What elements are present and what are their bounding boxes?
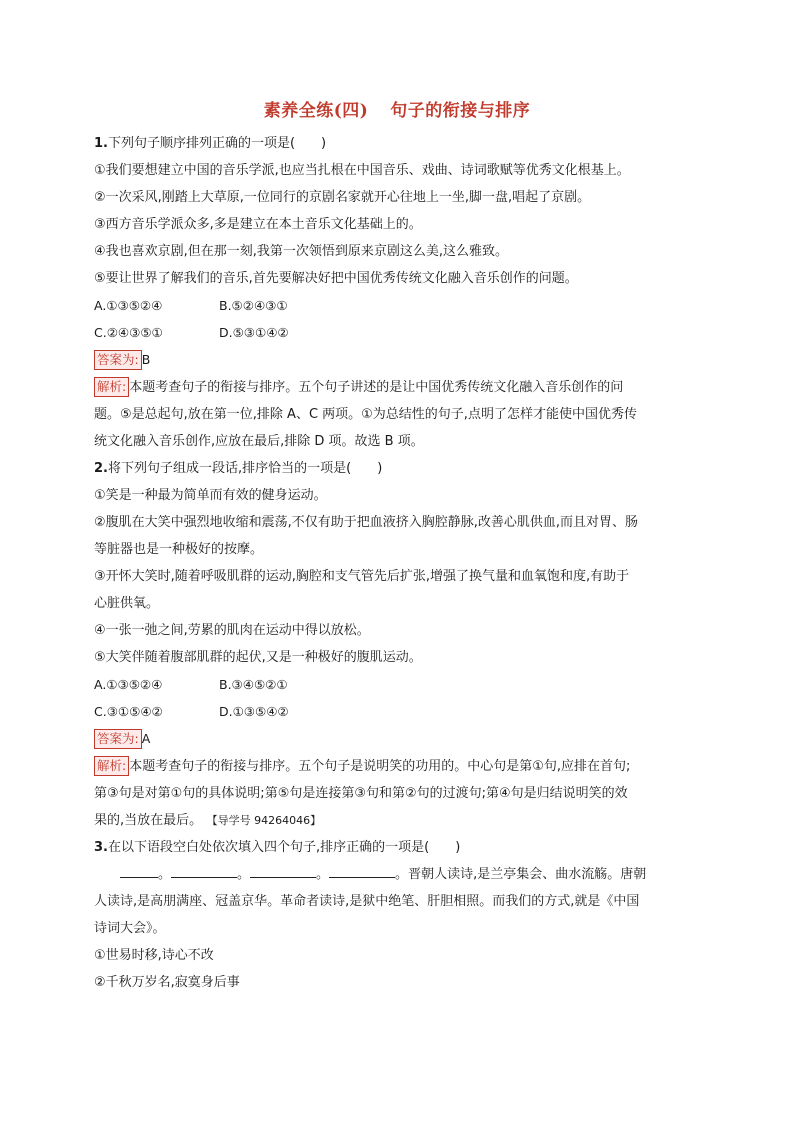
question-3-stem: 3.在以下语段空白处依次填入四个句子,排序正确的一项是( ) xyxy=(94,840,461,855)
q1-options-row xyxy=(94,319,698,346)
q1-analysis-line: 解析: 本题考查句子的衔接与排序。五个句子讲述的是让中国优秀传统文化融入音乐创作的问 xyxy=(94,374,698,401)
q1-option-c: C.②④③⑤① xyxy=(94,325,163,340)
q3-sentence: ②千秋万岁名,寂寞身后事 xyxy=(94,975,240,990)
q1-analysis-line: 统文化融入音乐创作,应放在最后,排除 D 项。故选 B 项。 xyxy=(94,434,424,449)
q3-passage-line: 诗词大会》。 xyxy=(94,921,166,936)
q2-sentence-line: ④一张一弛之间,劳累的肌肉在运动中得以放松。 xyxy=(94,623,370,638)
blank-2[interactable] xyxy=(171,863,237,878)
answer-label: 答案为: xyxy=(94,350,142,370)
q1-answer xyxy=(94,346,698,374)
doc-id: 【导学号 94264046】 xyxy=(212,814,322,827)
blank-4[interactable] xyxy=(329,863,395,878)
title-sub: 句子的衔接与排序 xyxy=(390,101,531,121)
blank-3[interactable] xyxy=(250,863,316,878)
blank-1[interactable] xyxy=(120,863,158,878)
question-1-stem: 1.下列句子顺序排列正确的一项是( ) xyxy=(94,136,327,151)
question-2-stem: 2.将下列句子组成一段话,排序恰当的一项是( ) xyxy=(94,461,383,476)
q1-sentence: ②一次采风,刚踏上大草原,一位同行的京剧名家就开心往地上一坐,脚一盘,唱起了京剧。 xyxy=(94,190,591,205)
analysis-label: 解析: xyxy=(94,377,129,397)
q2-options-row xyxy=(94,671,698,698)
q2-sentence-line: ⑤大笑伴随着腹部肌群的起伏,又是一种极好的腹肌运动。 xyxy=(94,650,422,665)
q1-sentence: ③西方音乐学派众多,多是建立在本土音乐文化基础上的。 xyxy=(94,217,422,232)
q1-sentence: ①我们要想建立中国的音乐学派,也应当扎根在中国音乐、戏曲、诗词歌赋等优秀文化根基上。 xyxy=(94,163,630,178)
q2-analysis-line: 解析: 本题考查句子的衔接与排序。五个句子是说明笑的功用的。中心句是第①句,应排在首句; xyxy=(94,753,698,780)
answer-value: A xyxy=(141,731,151,746)
content xyxy=(94,130,698,996)
q1-option-a: A.①③⑤②④ xyxy=(94,298,163,313)
q1-analysis-line: 题。⑤是总起句,放在第一位,排除 A、C 两项。①为总结性的句子,点明了怎样才能使中国优秀传 xyxy=(94,407,637,422)
q2-analysis-line: 第③句是对第①句的具体说明;第⑤句是连接第③句和第②句的过渡句;第④句是归结说明笑的效 xyxy=(94,786,628,801)
q2-option-b: B.③④⑤②① xyxy=(219,677,288,692)
q2-option-d: D.①③⑤④② xyxy=(219,704,289,719)
q1-sentence: ⑤要让世界了解我们的音乐,首先要解决好把中国优秀传统文化融入音乐创作的问题。 xyxy=(94,271,578,286)
q2-sentence-line: ③开怀大笑时,随着呼吸肌群的运动,胸腔和支气管先后扩张,增强了换气量和血氧饱和度,有助于 xyxy=(94,569,630,584)
q3-passage-line: 。 。 。 。晋朝人读诗,是兰亭集会、曲水流觞。唐朝 xyxy=(94,861,698,888)
answer-value: B xyxy=(141,352,151,367)
q2-sentence-line: 等脏器也是一种极好的按摩。 xyxy=(94,542,264,557)
analysis-label: 解析: xyxy=(94,756,129,776)
q3-passage-line: 人读诗,是高朋满座、冠盖京华。革命者读诗,是狱中绝笔、肝胆相照。而我们的方式,就是《中国 xyxy=(94,894,640,909)
q2-answer xyxy=(94,725,698,753)
q2-sentence-line: 心脏供氧。 xyxy=(94,596,160,611)
title-main: 素养全练(四) xyxy=(263,101,369,121)
q1-options-row xyxy=(94,292,698,319)
q1-sentence: ④我也喜欢京剧,但在那一刻,我第一次领悟到原来京剧这么美,这么雅致。 xyxy=(94,244,509,259)
q1-option-b: B.⑤②④③① xyxy=(219,298,288,313)
q3-sentence: ①世易时移,诗心不改 xyxy=(94,948,214,963)
q2-option-c: C.③①⑤④② xyxy=(94,704,163,719)
q2-options-row xyxy=(94,698,698,725)
answer-label: 答案为: xyxy=(94,729,142,749)
q1-option-d: D.⑤③①④② xyxy=(219,325,289,340)
q2-sentence-line: ①笑是一种最为简单而有效的健身运动。 xyxy=(94,488,327,503)
q2-analysis-line: 果的,当放在最后。 【导学号 94264046】 xyxy=(94,813,322,828)
q2-sentence-line: ②腹肌在大笑中强烈地收缩和震荡,不仅有助于把血液挤入胸腔静脉,改善心肌供血,而且对胃、肠 xyxy=(94,515,639,530)
q2-option-a: A.①③⑤②④ xyxy=(94,677,163,692)
page-title xyxy=(0,96,794,121)
